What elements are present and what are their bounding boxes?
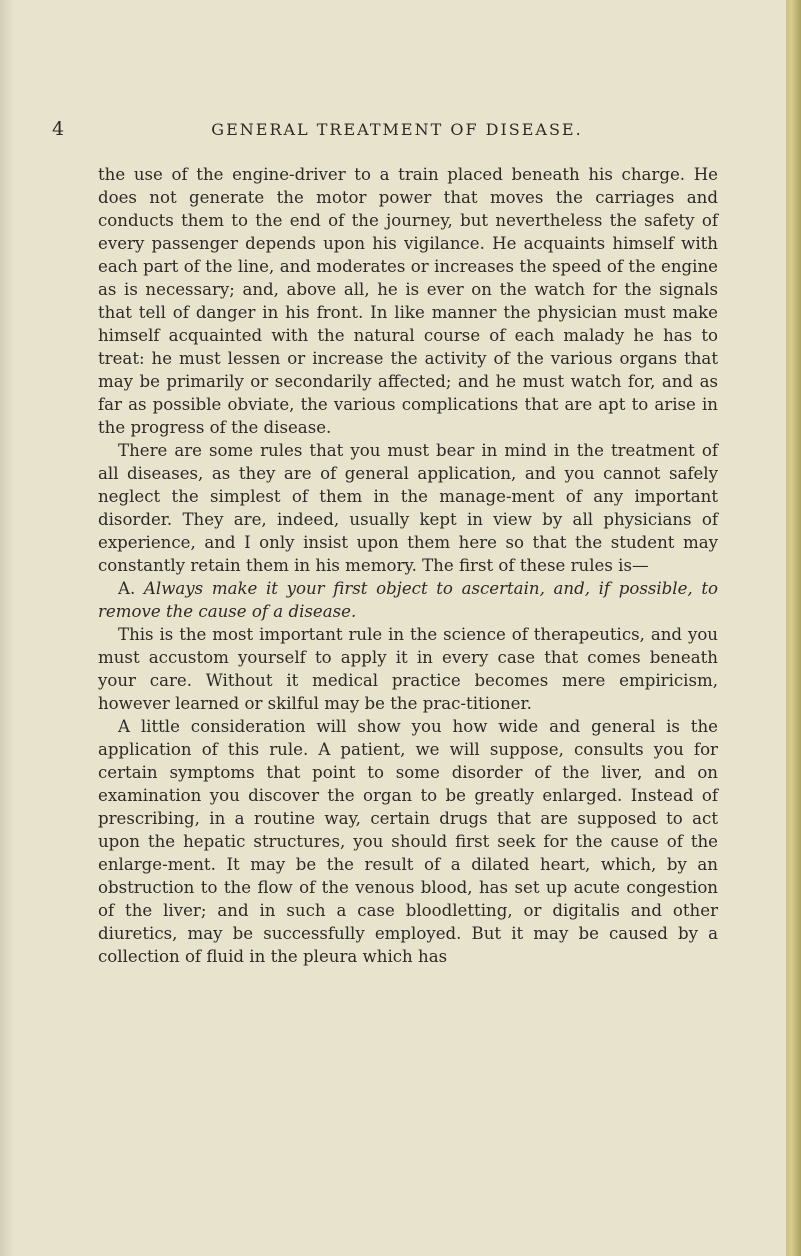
rule-paragraph xyxy=(98,577,718,623)
paragraph: the use of the engine-driver to a train placed beneath his charge. He does not generate the motor power that moves the carriages and conducts them to the end of the journey, but nevertheless the safety of every passenger depends upon his vigilance. He acquaints himself with each part of the line, and moderates or increases the speed of the engine as is necessary; and, above all, he is ever on the watch for the signals that tell of danger in his front. In like manner the physician must make himself acquainted with the natural course of each malady he has to treat: he must lessen or increase the activity of the various organs that may be primarily or secondarily affected; and he must watch for, and as far as possible obviate, the various complications that are apt to arise in the progress of the disease. xyxy=(98,165,718,437)
body-text xyxy=(98,163,718,968)
paragraph: A little consideration will show you how wide and general is the application of this rule. A patient, we will suppose, consults you for certain symptoms that point to some disorder of the liver, and on examination you discover the organ to be greatly enlarged. Instead of prescribing, in a routine way, certain drugs that are supposed to act upon the hepatic structures, you should first seek for the cause of the enlarge-ment. It may be the result of a dilated heart, which, by an obstruction to the flow of the venous blood, has set up acute congestion of the liver; and in such a case bloodletting, or digitalis and other diuretics, may be successfully employed. But it may be caused by a collection of fluid in the pleura which has xyxy=(98,717,718,966)
paragraph: There are some rules that you must bear in mind in the treatment of all diseases, as they are of general application, and you cannot safely neglect the simplest of them in the manage-ment of any important disorder. They are, indeed, usually kept in view by all physicians of experience, and I only insist upon them here so that the student may constantly retain them in his memory. The first of these rules is— xyxy=(98,441,718,575)
page-number: 4 xyxy=(52,118,66,140)
paragraph: This is the most important rule in the science of therapeutics, and you must accustom yourself to apply it in every case that comes beneath your care. Without it medical practice becomes mere empiricism, however learned or skilful may be the prac-titioner. xyxy=(98,625,718,713)
rule-text: Always make it your first object to ascertain, and, if possible, to remove the cause of a disease. xyxy=(98,579,718,621)
rule-label: A. xyxy=(118,579,136,598)
page-header xyxy=(52,118,742,144)
page-edge xyxy=(786,0,801,1256)
running-title: GENERAL TREATMENT OF DISEASE. xyxy=(211,120,583,139)
gutter-shadow xyxy=(0,0,14,1256)
